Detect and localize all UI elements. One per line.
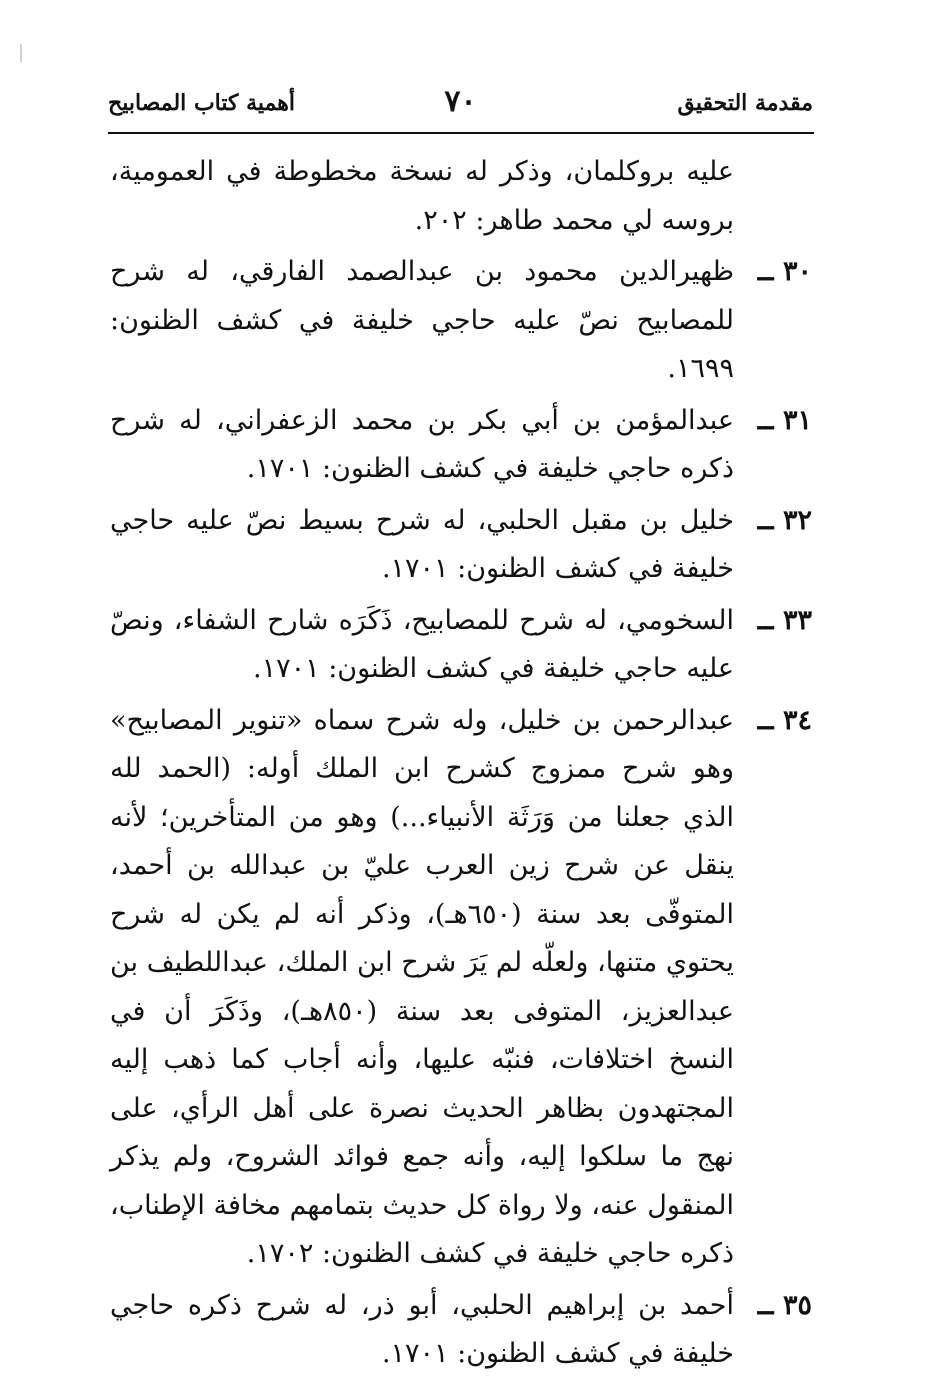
entry-text: خليل بن مقبل الحلبي، له شرح بسيط نصّ عليه حاجي خليفة في كشف الظنون: ١٧٠١. <box>110 504 734 584</box>
entry-34 <box>110 697 812 1279</box>
body-text <box>110 148 812 1379</box>
entry-number: ٣٢ ــ <box>757 504 812 536</box>
entry-32 <box>110 497 812 594</box>
entry-number: ٣٣ ــ <box>757 604 812 636</box>
entry-text: السخومي، له شرح للمصابيح، ذَكَرَه شارح الشفاء، ونصّ عليه حاجي خليفة في كشف الظنون: ١٧٠١. <box>110 604 734 684</box>
entry-35 <box>110 1282 812 1379</box>
entry-30 <box>110 248 812 394</box>
margin-mark <box>20 44 22 62</box>
continuation-paragraph: عليه بروكلمان، وذكر له نسخة مخطوطة في العمومية، بروسه لي محمد طاهر: ٢٠٢. <box>110 156 734 236</box>
entry-31 <box>110 397 812 494</box>
entry-text: عبدالرحمن بن خليل، وله شرح سماه «تنوير المصابيح» وهو شرح ممزوج كشرح ابن الملك أوله: (الحمد لله الذي جعلنا من وَرَثَة الأنبياء...) وهو من المتأخرين؛ لأنه ينقل عن شرح زين العرب عليّ بن عبدالله بن أحمد، المتوفّى بعد سنة (٦٥٠هـ)، وذكر أنه لم يكن له شرح يحتوي متنها، ولعلّه لم يَرَ شرح ابن الملك، عبداللطيف بن عبدالعزيز، المتوفى بعد سنة (٨٥٠هـ)، وذَكَرَ أن في النسخ اختلافات، فنبّه عليها، وأنه أجاب كما ذهب إليه المجتهدون بظاهر الحديث نصرة على أهل الرأي، على نهج ما سلكوا إليه، وأنه جمع فوائد الشروح، ولم يذكر المنقول عنه، ولا رواة كل حديث بتمامهم مخافة الإطناب، ذكره حاجي خليفة في كشف الظنون: ١٧٠٢. <box>110 704 735 1269</box>
entry-number: ٣١ ــ <box>757 404 812 436</box>
entry-text: أحمد بن إبراهيم الحلبي، أبو ذر، له شرح ذكره حاجي خليفة في كشف الظنون: ١٧٠١. <box>110 1289 734 1369</box>
entry-33 <box>110 597 812 694</box>
entry-number: ٣٥ ــ <box>757 1289 812 1321</box>
header-rule <box>108 132 814 134</box>
entry-text: ظهيرالدين محمود بن عبدالصمد الفارقي، له شرح للمصابيح نصّ عليه حاجي خليفة في كشف الظنون: ١٦٩٩. <box>110 256 734 384</box>
header-section-title: مقدمة التحقيق <box>677 90 813 116</box>
entry-text: عبدالمؤمن بن أبي بكر بن محمد الزعفراني، له شرح ذكره حاجي خليفة في كشف الظنون: ١٧٠١. <box>110 404 734 484</box>
entry-number: ٣٠ ــ <box>757 256 812 287</box>
entry-number: ٣٤ ــ <box>757 704 812 736</box>
running-header <box>108 86 813 130</box>
page-number: ٧٠ <box>444 84 477 119</box>
header-chapter-title: أهمية كتاب المصابيح <box>108 90 295 116</box>
